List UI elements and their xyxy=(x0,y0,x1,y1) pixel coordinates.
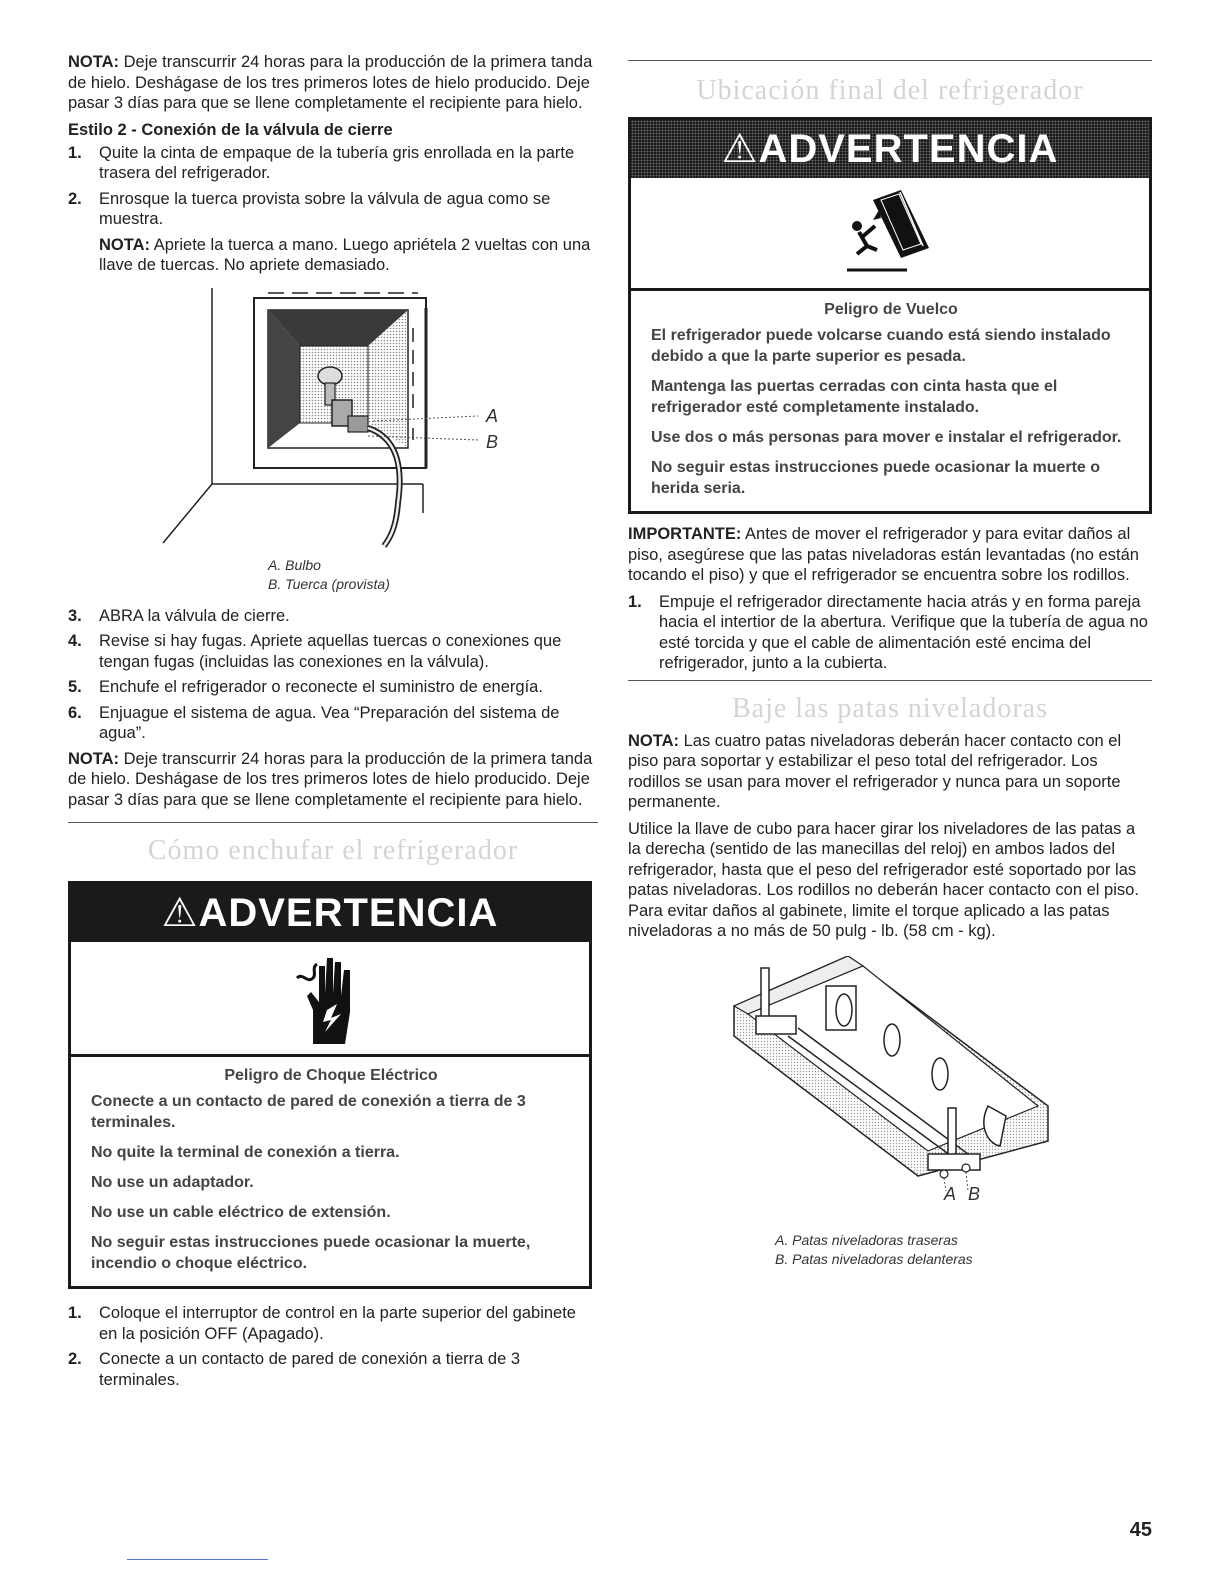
steps-list-c xyxy=(68,1303,598,1390)
section-divider xyxy=(628,60,1152,61)
warning-body: Peligro de Vuelco El refrigerador puede volcarse cuando está siendo instalado debido a que la parte superior es pesada. Mantenga las puertas cerradas con cinta hasta que el refrigerador esté completamente instalado. Use dos o más personas para mover e instalar el refrigerador. No seguir estas instrucciones puede ocasionar la muerte o herida seria. xyxy=(651,301,1122,497)
list-item: 2. Conecte a un contacto de pared de conexión a tierra de 3 terminales. xyxy=(68,1350,521,1389)
valve-figure xyxy=(68,288,598,558)
note-paragraph: NOTA: Deje transcurrir 24 horas para la producción de la primera tanda de hielo. Deshágase de los tres primeros lotes de hielo producido. Deje pasar 3 días para que se llene completamente el recipiente para hielo. xyxy=(68,749,593,809)
footer-line xyxy=(127,1559,268,1560)
list-item: 3. ABRA la válvula de cierre. xyxy=(68,606,290,625)
warning-heading: ⚠ADVERTENCIA xyxy=(631,120,1149,178)
note-paragraph: NOTA: Deje transcurrir 24 horas para la producción de la primera tanda de hielo. Deshágase de los tres primeros lotes de hielo producido. Deje pasar 3 días para que se llene completamente el recipiente para hielo. xyxy=(68,53,593,112)
list-item: 1. Coloque el interruptor de control en la parte superior del gabinete en la posición OFF (Apagado). xyxy=(68,1304,576,1343)
steps-list-a xyxy=(68,143,598,230)
figure-label-a: A xyxy=(486,405,499,426)
leveling-legs-illustration xyxy=(628,956,1152,1201)
section-divider xyxy=(628,680,1152,681)
list-item: 2. Enrosque la tuerca provista sobre la válvula de agua como se muestra. xyxy=(68,189,551,228)
tip-over-warning-box xyxy=(628,117,1152,514)
page-number: 45 xyxy=(1129,1519,1152,1541)
figure-label-b: B xyxy=(486,431,499,452)
warning-icon-area xyxy=(631,178,1149,291)
list-item: 1. Quite la cinta de empaque de la tubería gris enrollada en la parte trasera del refrigerador. xyxy=(68,143,575,182)
section-title: Baje las patas niveladoras xyxy=(731,692,1048,724)
figure-caption: A. Patas niveladoras traseras B. Patas niveladoras delanteras xyxy=(775,1231,973,1267)
steps-list-b xyxy=(68,606,598,744)
figure-label-b: B xyxy=(968,1183,981,1204)
tip-over-icon xyxy=(843,186,933,286)
left-column xyxy=(68,52,598,1395)
list-item: 5. Enchufe el refrigerador o reconecte el suministro de energía. xyxy=(68,678,543,696)
right-column xyxy=(628,60,1152,1269)
list-item: 4. Revise si hay fugas. Apriete aquellas tuercas o conexiones que tengan fugas (incluidas las conexiones en la válvula). xyxy=(68,632,562,671)
leveling-legs-figure xyxy=(628,956,1152,1204)
electric-shock-icon xyxy=(289,948,369,1048)
note-paragraph: NOTA: Las cuatro patas niveladoras deberán hacer contacto con el piso para soportar y estabilizar el peso total del refrigerador. Los rodillos se usan para mover el refrigerador y nunca para un soporte permanente. xyxy=(628,731,1122,811)
valve-illustration xyxy=(68,288,598,558)
style2-heading: Estilo 2 - Conexión de la válvula de cierre xyxy=(68,120,393,139)
warning-heading: ⚠ADVERTENCIA xyxy=(71,884,589,942)
figure-caption: A. Bulbo B. Tuerca (provista) xyxy=(268,556,390,592)
leveling-paragraph: Utilice la llave de cubo para hacer girar los niveladores de las patas a la derecha (sentido de las manecillas del reloj) en ambos lados del refrigerador, hasta que el peso del refrigerador esté soportado por las patas niveladoras. Los rodillos no deberán hacer contacto con el piso. Para evitar daños al gabinete, limite el torque aplicado a las patas niveladoras a no más de 50 pulg - lb. (58 cm - kg). xyxy=(628,819,1139,940)
important-paragraph: IMPORTANTE: Antes de mover el refrigerador y para evitar daños al piso, asegúrese que las patas niveladoras están levantadas (no están tocando el piso) y que el refrigerador se encuentra sobre los rodillos. xyxy=(628,525,1139,584)
note-paragraph: NOTA: Apriete la tuerca a mano. Luego apriétela 2 vueltas con una llave de tuercas. No apriete demasiado. xyxy=(99,235,591,274)
list-item: 1. Empuje el refrigerador directamente hacia atrás y en forma pareja hacia el intertior de la abertura. Verifique que la tubería de agua no esté torcida y que el cable de alimentación esté encima del refrigerador, junto a la cubierta. xyxy=(628,592,1148,672)
electric-warning-box xyxy=(68,881,592,1289)
list-item: 6. Enjuague el sistema de agua. Vea “Preparación del sistema de agua”. xyxy=(68,703,560,742)
section-title: Cómo enchufar el refrigerador xyxy=(147,835,519,866)
warning-icon-area xyxy=(71,942,589,1057)
section-divider xyxy=(68,822,598,823)
figure-label-a: A xyxy=(944,1183,957,1204)
section-title: Ubicación final del refrigerador xyxy=(696,75,1084,106)
warning-body: Peligro de Choque Eléctrico Conecte a un contacto de pared de conexión a tierra de 3 terminales. No quite la terminal de conexión a tierra. No use un adaptador. No use un cable eléctrico de extensión. No seguir estas instrucciones puede ocasionar la muerte, incendio o choque eléctrico. xyxy=(91,1067,531,1272)
steps-list-right xyxy=(628,592,1152,674)
